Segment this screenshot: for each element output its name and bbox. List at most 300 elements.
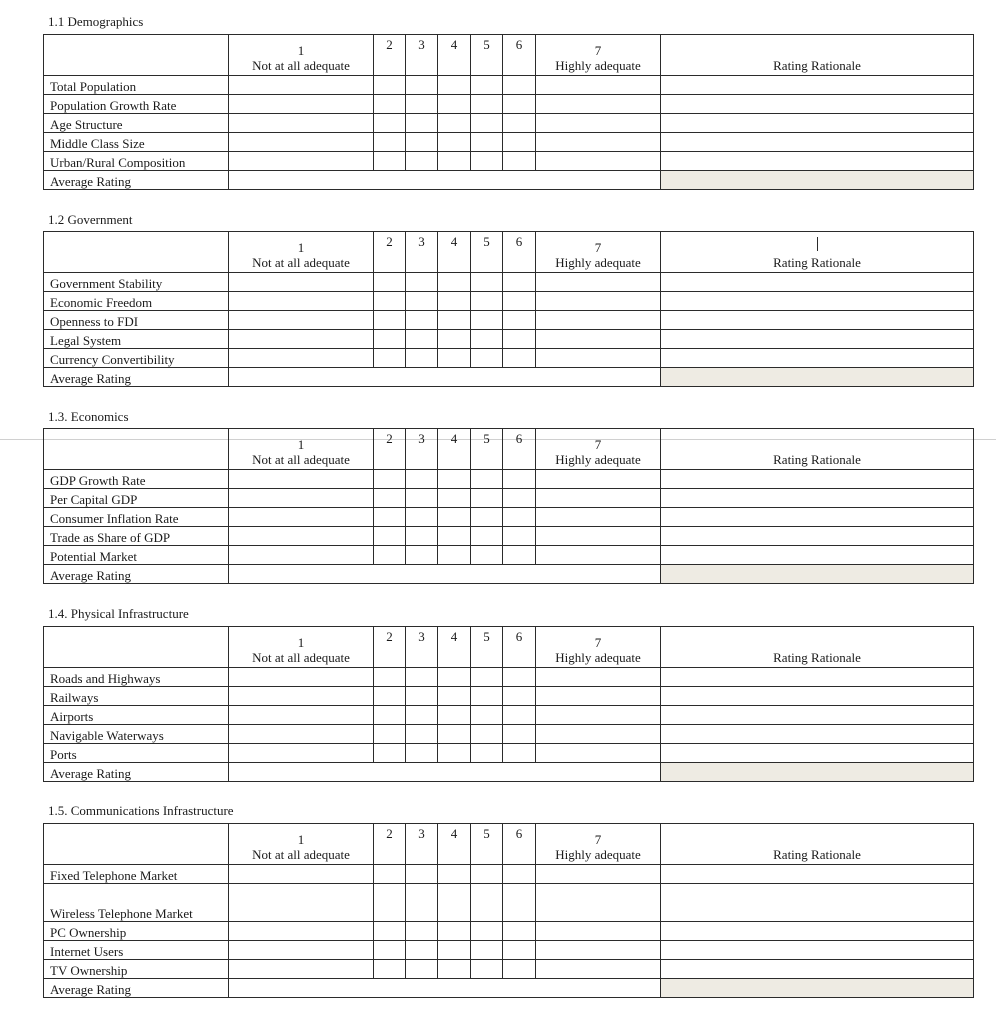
criterion-label: Ports — [44, 744, 229, 763]
scale-7-number: 7 — [594, 240, 602, 255]
table-row — [44, 884, 974, 922]
average-rating-label: Average Rating — [44, 763, 229, 782]
rating-cell-4[interactable] — [438, 114, 471, 133]
rating-cell-4[interactable] — [438, 960, 471, 979]
scale-1-label: Not at all adequate — [252, 650, 350, 665]
table-row — [44, 470, 974, 489]
rating-cell-4[interactable] — [438, 725, 471, 744]
scale-7-label: Highly adequate — [555, 452, 641, 467]
header-scale-2: 2 — [374, 35, 406, 76]
rating-cell-1[interactable] — [229, 941, 374, 960]
scale-1-label: Not at all adequate — [252, 58, 350, 73]
average-rating-value[interactable] — [229, 565, 661, 584]
header-rating-rationale: Rating Rationale — [661, 824, 974, 865]
scale-7-number: 7 — [594, 437, 602, 452]
rating-cell-1[interactable] — [229, 725, 374, 744]
rating-cell-7[interactable] — [536, 489, 661, 508]
rating-cell-5[interactable] — [471, 76, 503, 95]
header-scale-2: 2 — [374, 627, 406, 668]
rating-cell-1[interactable] — [229, 960, 374, 979]
rationale-cell[interactable] — [661, 470, 974, 489]
rating-cell-4[interactable] — [438, 865, 471, 884]
rating-table-economics — [43, 428, 974, 584]
rating-cell-7[interactable] — [536, 960, 661, 979]
rating-cell-7[interactable] — [536, 922, 661, 941]
table-row — [44, 546, 974, 565]
criterion-label: Roads and Highways — [44, 668, 229, 687]
rating-cell-7[interactable] — [536, 152, 661, 171]
table-row — [44, 95, 974, 114]
header-scale-6: 6 — [503, 627, 536, 668]
rating-cell-1[interactable] — [229, 133, 374, 152]
rating-table-physical-infrastructure — [43, 626, 974, 782]
rating-cell-2[interactable] — [374, 152, 406, 171]
header-scale-1 — [229, 232, 374, 273]
header-row — [44, 35, 974, 76]
rating-cell-3[interactable] — [406, 508, 438, 527]
average-rating-row — [44, 171, 974, 190]
rating-cell-3[interactable] — [406, 152, 438, 171]
rating-cell-2[interactable] — [374, 133, 406, 152]
rating-cell-7[interactable] — [536, 76, 661, 95]
rating-cell-6[interactable] — [503, 349, 536, 368]
rating-cell-2[interactable] — [374, 311, 406, 330]
rating-cell-5[interactable] — [471, 687, 503, 706]
rating-cell-6[interactable] — [503, 744, 536, 763]
rating-cell-4[interactable] — [438, 470, 471, 489]
criterion-label: Navigable Waterways — [44, 725, 229, 744]
rating-cell-6[interactable] — [503, 687, 536, 706]
rating-cell-5[interactable] — [471, 546, 503, 565]
header-scale-4: 4 — [438, 824, 471, 865]
header-scale-4: 4 — [438, 232, 471, 273]
criterion-label: Legal System — [44, 330, 229, 349]
rating-cell-4[interactable] — [438, 884, 471, 922]
rating-cell-5[interactable] — [471, 922, 503, 941]
scale-1-number: 1 — [297, 635, 305, 650]
rating-cell-3[interactable] — [406, 470, 438, 489]
rationale-cell[interactable] — [661, 489, 974, 508]
rating-cell-2[interactable] — [374, 687, 406, 706]
criterion-label: Railways — [44, 687, 229, 706]
criterion-label: Airports — [44, 706, 229, 725]
table-row — [44, 941, 974, 960]
rating-cell-1[interactable] — [229, 744, 374, 763]
rating-cell-3[interactable] — [406, 489, 438, 508]
rating-cell-1[interactable] — [229, 273, 374, 292]
header-scale-4: 4 — [438, 627, 471, 668]
header-row — [44, 824, 974, 865]
table-row — [44, 865, 974, 884]
header-scale-6: 6 — [503, 824, 536, 865]
rating-cell-1[interactable] — [229, 687, 374, 706]
rating-cell-2[interactable] — [374, 668, 406, 687]
criterion-label: Openness to FDI — [44, 311, 229, 330]
rating-cell-2[interactable] — [374, 706, 406, 725]
criterion-label: Urban/Rural Composition — [44, 152, 229, 171]
table-row — [44, 133, 974, 152]
rating-cell-4[interactable] — [438, 744, 471, 763]
rationale-cell[interactable] — [661, 273, 974, 292]
rating-cell-7[interactable] — [536, 311, 661, 330]
table-row — [44, 76, 974, 95]
rating-cell-1[interactable] — [229, 922, 374, 941]
header-scale-2: 2 — [374, 824, 406, 865]
rating-cell-4[interactable] — [438, 687, 471, 706]
rating-cell-4[interactable] — [438, 349, 471, 368]
table-row — [44, 489, 974, 508]
rationale-cell[interactable] — [661, 884, 974, 922]
rating-cell-7[interactable] — [536, 725, 661, 744]
rationale-cell[interactable] — [661, 508, 974, 527]
rationale-cell[interactable] — [661, 960, 974, 979]
rating-cell-1[interactable] — [229, 311, 374, 330]
rating-cell-6[interactable] — [503, 470, 536, 489]
scale-1-label: Not at all adequate — [252, 847, 350, 862]
criterion-label: Internet Users — [44, 941, 229, 960]
scale-7-label: Highly adequate — [555, 58, 641, 73]
rationale-cell[interactable] — [661, 687, 974, 706]
rationale-cell[interactable] — [661, 292, 974, 311]
rating-cell-3[interactable] — [406, 133, 438, 152]
rating-cell-4[interactable] — [438, 95, 471, 114]
rating-cell-5[interactable] — [471, 941, 503, 960]
criterion-label: Wireless Telephone Market — [44, 884, 229, 922]
average-rating-row — [44, 368, 974, 387]
section-title-economics: 1.3. Economics — [48, 409, 129, 424]
rating-cell-1[interactable] — [229, 114, 374, 133]
rating-cell-1[interactable] — [229, 668, 374, 687]
rating-cell-1[interactable] — [229, 527, 374, 546]
average-rating-row — [44, 565, 974, 584]
table-row — [44, 508, 974, 527]
criterion-label: Population Growth Rate — [44, 95, 229, 114]
rating-cell-1[interactable] — [229, 489, 374, 508]
rating-cell-5[interactable] — [471, 292, 503, 311]
rating-cell-6[interactable] — [503, 508, 536, 527]
rating-cell-6[interactable] — [503, 114, 536, 133]
rationale-cell[interactable] — [661, 152, 974, 171]
header-scale-7 — [536, 627, 661, 668]
rating-cell-1[interactable] — [229, 95, 374, 114]
rating-cell-7[interactable] — [536, 527, 661, 546]
rating-cell-6[interactable] — [503, 865, 536, 884]
rating-cell-3[interactable] — [406, 725, 438, 744]
rating-cell-1[interactable] — [229, 470, 374, 489]
header-scale-3: 3 — [406, 824, 438, 865]
rating-cell-5[interactable] — [471, 273, 503, 292]
rationale-cell[interactable] — [661, 95, 974, 114]
rating-cell-5[interactable] — [471, 114, 503, 133]
text-cursor — [663, 237, 971, 255]
rating-cell-5[interactable] — [471, 744, 503, 763]
average-rationale-shaded — [661, 763, 974, 782]
rating-cell-4[interactable] — [438, 527, 471, 546]
rating-cell-5[interactable] — [471, 330, 503, 349]
criterion-label: Age Structure — [44, 114, 229, 133]
rating-cell-6[interactable] — [503, 330, 536, 349]
rating-cell-7[interactable] — [536, 349, 661, 368]
rationale-cell[interactable] — [661, 133, 974, 152]
rating-cell-5[interactable] — [471, 960, 503, 979]
rating-cell-5[interactable] — [471, 470, 503, 489]
rating-cell-2[interactable] — [374, 114, 406, 133]
rating-cell-6[interactable] — [503, 706, 536, 725]
rating-cell-1[interactable] — [229, 508, 374, 527]
rating-cell-7[interactable] — [536, 744, 661, 763]
rationale-cell[interactable] — [661, 76, 974, 95]
rating-cell-2[interactable] — [374, 273, 406, 292]
rating-cell-1[interactable] — [229, 884, 374, 922]
rating-cell-5[interactable] — [471, 508, 503, 527]
rating-cell-3[interactable] — [406, 960, 438, 979]
rating-cell-1[interactable] — [229, 865, 374, 884]
criterion-label: Fixed Telephone Market — [44, 865, 229, 884]
rating-cell-2[interactable] — [374, 489, 406, 508]
header-rating-rationale: Rating Rationale — [661, 429, 974, 470]
rating-cell-2[interactable] — [374, 527, 406, 546]
header-scale-6: 6 — [503, 35, 536, 76]
rating-cell-4[interactable] — [438, 76, 471, 95]
rating-cell-6[interactable] — [503, 489, 536, 508]
rationale-cell[interactable] — [661, 668, 974, 687]
rating-cell-7[interactable] — [536, 706, 661, 725]
rating-cell-6[interactable] — [503, 922, 536, 941]
table-row — [44, 330, 974, 349]
rating-cell-1[interactable] — [229, 76, 374, 95]
rating-cell-2[interactable] — [374, 744, 406, 763]
rating-cell-4[interactable] — [438, 152, 471, 171]
rating-cell-5[interactable] — [471, 865, 503, 884]
rating-cell-2[interactable] — [374, 349, 406, 368]
rating-cell-5[interactable] — [471, 884, 503, 922]
rationale-cell[interactable] — [661, 706, 974, 725]
header-scale-7 — [536, 824, 661, 865]
rating-cell-7[interactable] — [536, 470, 661, 489]
rating-cell-3[interactable] — [406, 114, 438, 133]
rationale-cell[interactable] — [661, 311, 974, 330]
table-row — [44, 922, 974, 941]
rating-cell-5[interactable] — [471, 706, 503, 725]
header-scale-4: 4 — [438, 35, 471, 76]
rationale-cell[interactable] — [661, 744, 974, 763]
rating-cell-4[interactable] — [438, 133, 471, 152]
rating-cell-7[interactable] — [536, 546, 661, 565]
rating-cell-4[interactable] — [438, 546, 471, 565]
rationale-cell[interactable] — [661, 349, 974, 368]
table-row — [44, 725, 974, 744]
header-scale-5: 5 — [471, 627, 503, 668]
table-row — [44, 273, 974, 292]
header-blank-cell — [44, 429, 229, 470]
rating-cell-7[interactable] — [536, 941, 661, 960]
rating-cell-2[interactable] — [374, 95, 406, 114]
rating-cell-3[interactable] — [406, 95, 438, 114]
rating-cell-6[interactable] — [503, 76, 536, 95]
rating-cell-7[interactable] — [536, 884, 661, 922]
rating-cell-3[interactable] — [406, 922, 438, 941]
table-row — [44, 744, 974, 763]
rating-cell-5[interactable] — [471, 725, 503, 744]
rating-cell-7[interactable] — [536, 865, 661, 884]
rationale-cell[interactable] — [661, 865, 974, 884]
rating-cell-3[interactable] — [406, 865, 438, 884]
rating-cell-2[interactable] — [374, 546, 406, 565]
rating-cell-1[interactable] — [229, 349, 374, 368]
rating-cell-7[interactable] — [536, 114, 661, 133]
rating-cell-5[interactable] — [471, 489, 503, 508]
average-rating-value[interactable] — [229, 171, 661, 190]
table-row — [44, 114, 974, 133]
rating-cell-2[interactable] — [374, 960, 406, 979]
rating-cell-7[interactable] — [536, 668, 661, 687]
rating-cell-2[interactable] — [374, 865, 406, 884]
rating-cell-6[interactable] — [503, 311, 536, 330]
rationale-cell[interactable] — [661, 114, 974, 133]
rating-cell-5[interactable] — [471, 152, 503, 171]
average-rating-label: Average Rating — [44, 979, 229, 998]
rating-cell-3[interactable] — [406, 292, 438, 311]
table-row — [44, 152, 974, 171]
rating-cell-3[interactable] — [406, 668, 438, 687]
scale-1-number: 1 — [297, 832, 305, 847]
rating-cell-1[interactable] — [229, 292, 374, 311]
scale-7-label: Highly adequate — [555, 847, 641, 862]
header-row — [44, 232, 974, 273]
rating-cell-4[interactable] — [438, 706, 471, 725]
header-scale-1 — [229, 35, 374, 76]
rating-cell-6[interactable] — [503, 884, 536, 922]
rating-cell-1[interactable] — [229, 330, 374, 349]
rating-cell-1[interactable] — [229, 706, 374, 725]
rating-cell-7[interactable] — [536, 133, 661, 152]
rating-cell-3[interactable] — [406, 706, 438, 725]
average-rating-row — [44, 763, 974, 782]
table-row — [44, 292, 974, 311]
criterion-label: Total Population — [44, 76, 229, 95]
rating-cell-4[interactable] — [438, 292, 471, 311]
rating-rationale-label: Rating Rationale — [773, 255, 861, 270]
rating-cell-4[interactable] — [438, 941, 471, 960]
rating-cell-2[interactable] — [374, 470, 406, 489]
rating-cell-4[interactable] — [438, 273, 471, 292]
rating-cell-3[interactable] — [406, 527, 438, 546]
header-scale-2: 2 — [374, 429, 406, 470]
rating-cell-6[interactable] — [503, 960, 536, 979]
rationale-cell[interactable] — [661, 725, 974, 744]
rating-cell-2[interactable] — [374, 884, 406, 922]
average-rating-value[interactable] — [229, 763, 661, 782]
rating-cell-2[interactable] — [374, 922, 406, 941]
header-blank-cell — [44, 232, 229, 273]
rating-cell-2[interactable] — [374, 330, 406, 349]
rating-cell-6[interactable] — [503, 95, 536, 114]
scale-1-label: Not at all adequate — [252, 255, 350, 270]
rating-cell-7[interactable] — [536, 687, 661, 706]
rating-cell-4[interactable] — [438, 668, 471, 687]
rating-cell-7[interactable] — [536, 273, 661, 292]
average-rationale-shaded — [661, 171, 974, 190]
rating-cell-2[interactable] — [374, 508, 406, 527]
header-scale-3: 3 — [406, 35, 438, 76]
rating-cell-3[interactable] — [406, 330, 438, 349]
rating-cell-5[interactable] — [471, 311, 503, 330]
rating-cell-6[interactable] — [503, 668, 536, 687]
rating-table-government — [43, 231, 974, 387]
rating-cell-3[interactable] — [406, 546, 438, 565]
rating-cell-6[interactable] — [503, 941, 536, 960]
rating-cell-4[interactable] — [438, 330, 471, 349]
header-scale-1 — [229, 627, 374, 668]
rating-cell-3[interactable] — [406, 76, 438, 95]
average-rating-label: Average Rating — [44, 171, 229, 190]
rationale-cell[interactable] — [661, 941, 974, 960]
rating-cell-4[interactable] — [438, 489, 471, 508]
rating-cell-6[interactable] — [503, 292, 536, 311]
rating-cell-5[interactable] — [471, 95, 503, 114]
rating-cell-5[interactable] — [471, 349, 503, 368]
scale-7-label: Highly adequate — [555, 650, 641, 665]
rating-cell-6[interactable] — [503, 527, 536, 546]
rating-cell-3[interactable] — [406, 884, 438, 922]
header-scale-6: 6 — [503, 232, 536, 273]
rating-cell-3[interactable] — [406, 744, 438, 763]
rating-cell-3[interactable] — [406, 273, 438, 292]
rating-cell-6[interactable] — [503, 273, 536, 292]
rationale-cell[interactable] — [661, 330, 974, 349]
header-scale-5: 5 — [471, 35, 503, 76]
rating-cell-6[interactable] — [503, 546, 536, 565]
rating-cell-1[interactable] — [229, 546, 374, 565]
average-rating-value[interactable] — [229, 979, 661, 998]
header-scale-6: 6 — [503, 429, 536, 470]
rating-cell-3[interactable] — [406, 311, 438, 330]
rating-cell-4[interactable] — [438, 922, 471, 941]
rating-cell-5[interactable] — [471, 527, 503, 546]
header-scale-1 — [229, 429, 374, 470]
rating-cell-6[interactable] — [503, 133, 536, 152]
rating-cell-2[interactable] — [374, 292, 406, 311]
rating-cell-7[interactable] — [536, 292, 661, 311]
table-row — [44, 706, 974, 725]
rating-cell-7[interactable] — [536, 95, 661, 114]
header-scale-5: 5 — [471, 824, 503, 865]
rating-cell-7[interactable] — [536, 508, 661, 527]
rating-cell-3[interactable] — [406, 349, 438, 368]
criterion-label: PC Ownership — [44, 922, 229, 941]
rating-cell-6[interactable] — [503, 152, 536, 171]
rating-cell-2[interactable] — [374, 76, 406, 95]
rating-cell-5[interactable] — [471, 668, 503, 687]
rationale-cell[interactable] — [661, 527, 974, 546]
average-rating-row — [44, 979, 974, 998]
rating-cell-6[interactable] — [503, 725, 536, 744]
rating-cell-3[interactable] — [406, 687, 438, 706]
rating-cell-4[interactable] — [438, 311, 471, 330]
rating-cell-7[interactable] — [536, 330, 661, 349]
rating-cell-2[interactable] — [374, 941, 406, 960]
rating-cell-4[interactable] — [438, 508, 471, 527]
section-title-government: 1.2 Government — [48, 212, 133, 227]
rating-cell-2[interactable] — [374, 725, 406, 744]
average-rating-value[interactable] — [229, 368, 661, 387]
rationale-cell[interactable] — [661, 922, 974, 941]
rating-cell-1[interactable] — [229, 152, 374, 171]
rating-cell-3[interactable] — [406, 941, 438, 960]
rating-cell-5[interactable] — [471, 133, 503, 152]
rationale-cell[interactable] — [661, 546, 974, 565]
header-blank-cell — [44, 35, 229, 76]
